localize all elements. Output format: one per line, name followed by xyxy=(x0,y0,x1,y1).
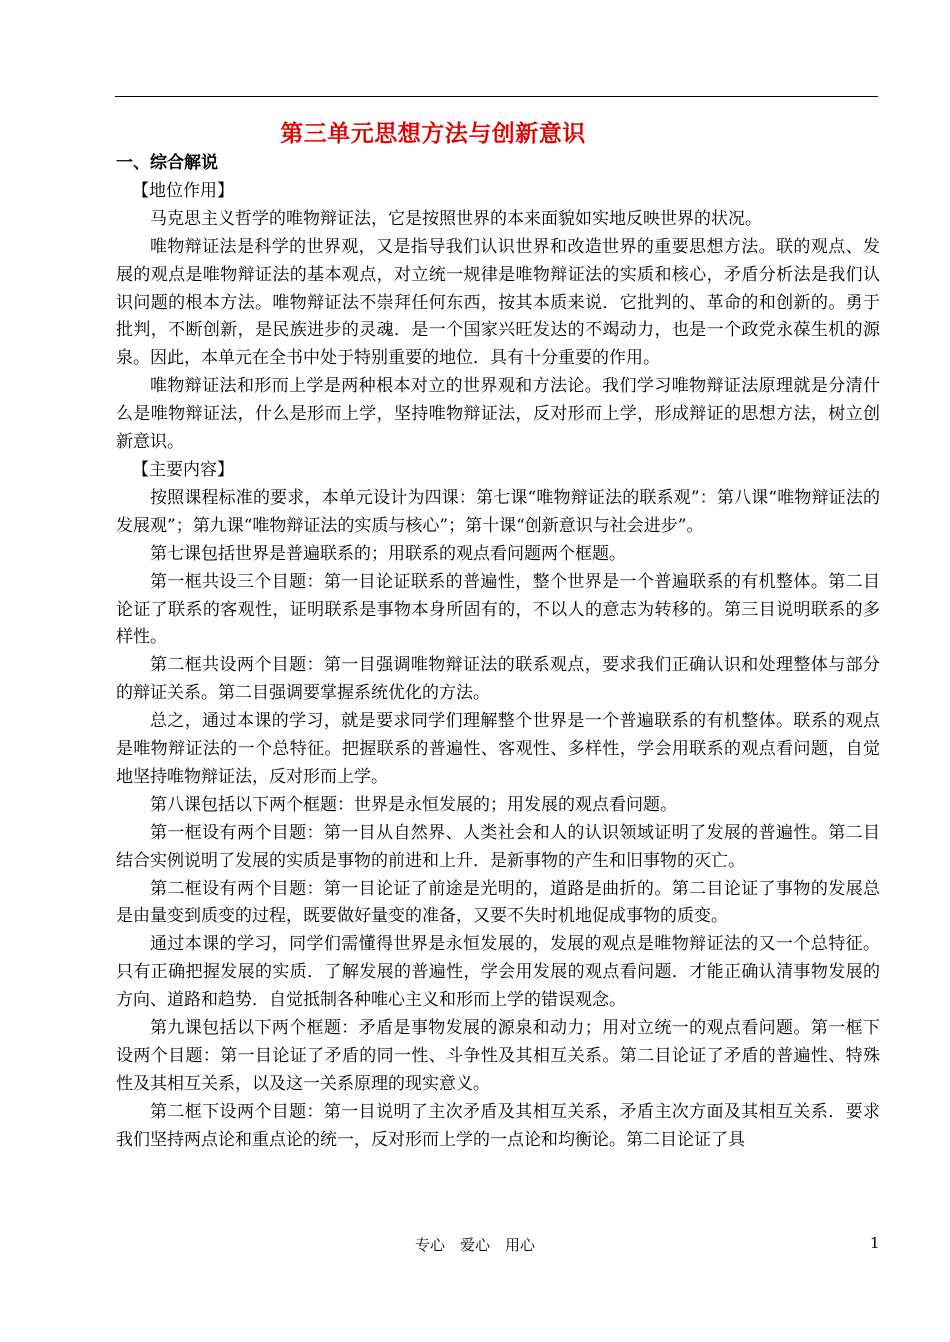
paragraph: 马克思主义哲学的唯物辩证法，它是按照世界的本来面貌如实地反映世界的状况。 xyxy=(150,208,762,229)
subheading-position: 【地位作用】 xyxy=(132,180,234,201)
document-title: 第三单元思想方法与创新意识 xyxy=(280,120,586,147)
header-rule xyxy=(115,96,878,97)
paragraph: 第一框共设三个目题：第一目论证联系的普遍性，整个世界是一个普遍联系的有机整体。第二目论证了联系的客观性，证明联系是事物本身所固有的，不以人的意志为转移的。第三目说明联系的多样性。 xyxy=(116,571,880,648)
paragraph: 第八课包括以下两个框题：世界是永恒发展的；用发展的观点看问题。 xyxy=(150,794,677,815)
paragraph: 唯物辩证法是科学的世界观，又是指导我们认识世界和改造世界的重要思想方法。联的观点、发展的观点是唯物辩证法的基本观点，对立统一规律是唯物辩证法的实质和核心，矛盾分析法是我们认识问题的根本方法。唯物辩证法不崇拜任何东西，按其本质来说．它批判的、革命的和创新的。勇于批判，不断创新，是民族进步的灵魂．是一个国家兴旺发达的不竭动力，也是一个政党永葆生机的源泉。因此，本单元在全书中处于特别重要的地位．具有十分重要的作用。 xyxy=(116,236,880,369)
document-body xyxy=(116,150,880,1155)
paragraph: 总之，通过本课的学习，就是要求同学们理解整个世界是一个普遍联系的有机整体。联系的观点是唯物辩证法的一个总特征。把握联系的普遍性、客观性、多样性，学会用联系的观点看问题，自觉地坚持唯物辩证法，反对形而上学。 xyxy=(116,711,880,787)
paragraph: 第七课包括世界是普遍联系的；用联系的观点看问题两个框题。 xyxy=(150,543,626,564)
paragraph: 第二框设有两个目题：第一目论证了前途是光明的，道路是曲折的。第二目论证了事物的发展总是由量变到质变的过程，既要做好量变的准备，又要不失时机地促成事物的质变。 xyxy=(116,878,880,927)
paragraph: 第二框下设两个目题：第一目说明了主次矛盾及其相互关系，矛盾主次方面及其相互关系．要求我们坚持两点论和重点论的统一，反对形而上学的一点论和均衡论。第二目论证了具 xyxy=(116,1101,880,1150)
paragraph: 第九课包括以下两个框题：矛盾是事物发展的源泉和动力；用对立统一的观点看问题。第一框下设两个目题：第一目论证了矛盾的同一性、斗争性及其相互关系。第二目论证了矛盾的普遍性、特殊性及其相互关系，以及这一关系原理的现实意义。 xyxy=(116,1018,880,1094)
paragraph: 第二框共设两个目题：第一目强调唯物辩证法的联系观点，要求我们正确认识和处理整体与部分的辩证关系。第二目强调要掌握系统优化的方法。 xyxy=(116,655,880,704)
page-number: 1 xyxy=(870,1234,880,1252)
subheading-content: 【主要内容】 xyxy=(132,459,234,480)
paragraph: 按照课程标准的要求，本单元设计为四课：第七课“唯物辩证法的联系观”：第八课“唯物辩证法的发展观”；第九课“唯物辩证法的实质与核心”；第十课“创新意识与社会进步”。 xyxy=(116,487,880,536)
page-footer: 专心 爱心 用心 xyxy=(414,1236,535,1254)
paragraph: 唯物辩证法和形而上学是两种根本对立的世界观和方法论。我们学习唯物辩证法原理就是分清什么是唯物辩证法，什么是形而上学，坚持唯物辩证法，反对形而上学，形成辩证的思想方法，树立创新意识。 xyxy=(116,376,880,453)
paragraph: 第一框设有两个目题：第一目从自然界、人类社会和人的认识领域证明了发展的普遍性。第二目结合实例说明了发展的实质是事物的前进和上升．是新事物的产生和旧事物的灭亡。 xyxy=(116,822,880,871)
paragraph: 通过本课的学习，同学们需懂得世界是永恒发展的，发展的观点是唯物辩证法的又一个总特征。只有正确把握发展的实质．了解发展的普遍性，学会用发展的观点看问题．才能正确认清事物发展的方向、道路和趋势．自觉抵制各种唯心主义和形而上学的错误观念。 xyxy=(116,934,880,1011)
section-heading: 一、综合解说 xyxy=(116,153,218,173)
